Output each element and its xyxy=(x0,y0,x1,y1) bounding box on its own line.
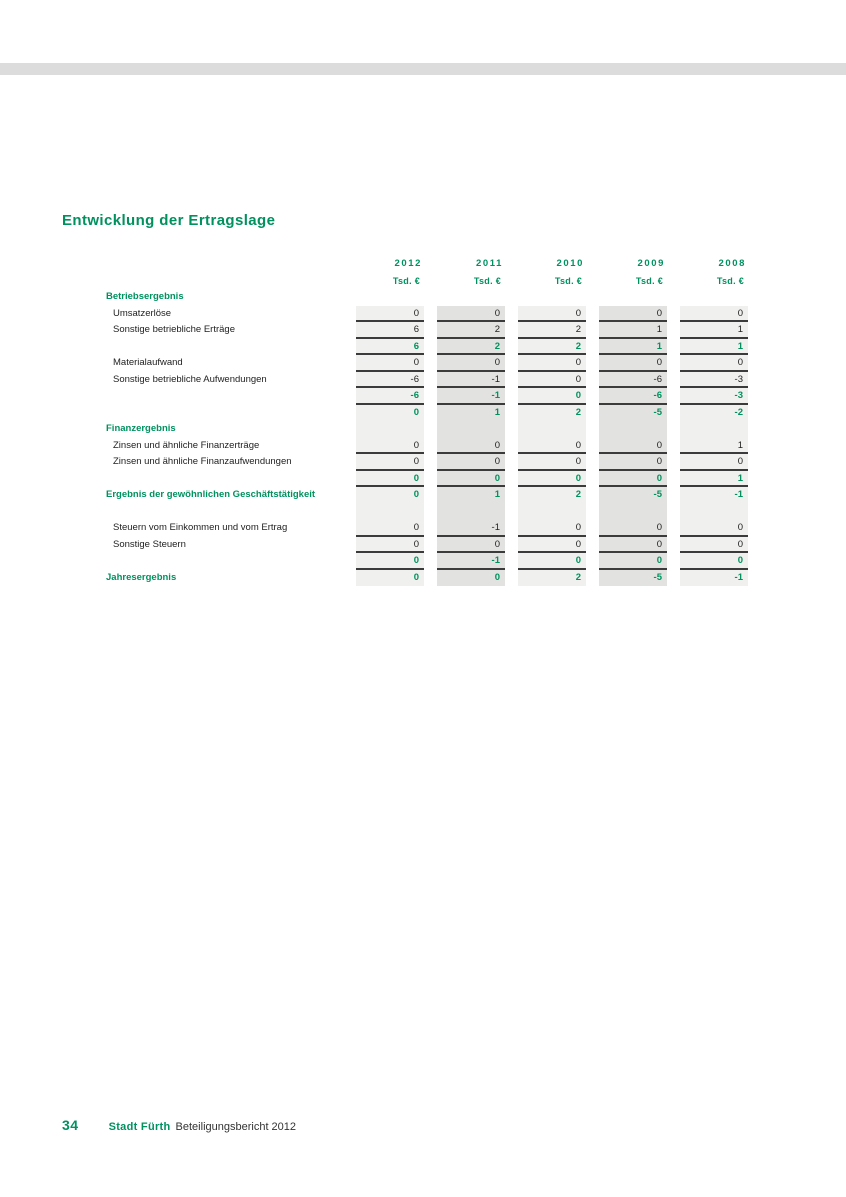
value-cell: 0 xyxy=(680,454,748,471)
value-cell xyxy=(518,504,586,521)
year-header: 2009 xyxy=(637,258,665,269)
value-cell: 1 xyxy=(599,339,667,356)
value-cell: 0 xyxy=(518,537,586,554)
row-label: Zinsen und ähnliche Finanzaufwendungen xyxy=(113,456,292,467)
value-cell: 0 xyxy=(599,306,667,323)
value-cell: 0 xyxy=(680,537,748,554)
value-cell: 0 xyxy=(599,454,667,471)
row-label: Steuern vom Einkommen und vom Ertrag xyxy=(113,522,288,533)
value-cell: -3 xyxy=(680,388,748,405)
year-header: 2012 xyxy=(394,258,422,269)
value-cell xyxy=(356,421,424,438)
value-cell: 2 xyxy=(437,339,505,356)
value-cell xyxy=(680,289,748,306)
value-cell: 6 xyxy=(356,322,424,339)
value-cell: 0 xyxy=(356,553,424,570)
value-cell: 0 xyxy=(518,438,586,455)
value-cell: 0 xyxy=(518,355,586,372)
value-cell: 0 xyxy=(518,471,586,488)
value-cell: 0 xyxy=(680,520,748,537)
year-header: 2010 xyxy=(556,258,584,269)
row-label: Umsatzerlöse xyxy=(113,307,172,319)
value-cell: 0 xyxy=(599,355,667,372)
value-cell: 0 xyxy=(437,454,505,471)
value-cell: 6 xyxy=(356,339,424,356)
value-cell: 0 xyxy=(356,355,424,372)
value-cell: 1 xyxy=(437,487,505,504)
value-cell: 0 xyxy=(680,306,748,323)
page-number: 34 xyxy=(62,1117,79,1133)
value-cell: 0 xyxy=(437,355,505,372)
value-cell xyxy=(437,421,505,438)
value-cell: 1 xyxy=(680,471,748,488)
value-cell: 0 xyxy=(356,487,424,504)
unit-header: Tsd. € xyxy=(473,275,501,286)
value-cell: 0 xyxy=(518,553,586,570)
page-footer xyxy=(62,1117,296,1133)
row-label xyxy=(106,339,343,356)
value-cell: -3 xyxy=(680,372,748,389)
value-cell: 0 xyxy=(437,537,505,554)
unit-header: Tsd. € xyxy=(635,275,663,286)
value-cell: 0 xyxy=(518,388,586,405)
header-spacer xyxy=(106,256,343,273)
value-cell: 0 xyxy=(437,570,505,587)
value-cell: 0 xyxy=(356,438,424,455)
value-cell: -5 xyxy=(599,570,667,587)
row-label: Materialaufwand xyxy=(113,357,183,368)
value-cell: 1 xyxy=(680,438,748,455)
value-cell: -1 xyxy=(680,487,748,504)
top-gray-bar xyxy=(0,63,846,75)
year-header: 2011 xyxy=(475,258,503,269)
row-label: Ergebnis der gewöhnlichen Geschäftstätigkeit xyxy=(106,489,316,500)
unit-header: Tsd. € xyxy=(716,275,744,286)
value-cell: 0 xyxy=(356,306,424,323)
value-cell xyxy=(437,289,505,306)
row-label: Sonstige betriebliche Aufwendungen xyxy=(113,373,267,385)
value-cell: 0 xyxy=(599,553,667,570)
value-cell: -2 xyxy=(680,405,748,422)
value-cell: 0 xyxy=(356,454,424,471)
value-cell xyxy=(437,504,505,521)
value-cell: 0 xyxy=(518,372,586,389)
value-cell xyxy=(599,504,667,521)
value-cell: -1 xyxy=(437,520,505,537)
value-cell: 2 xyxy=(518,322,586,339)
value-cell xyxy=(599,289,667,306)
value-cell: -1 xyxy=(437,388,505,405)
value-cell: 1 xyxy=(680,339,748,356)
value-cell: -6 xyxy=(599,372,667,389)
value-cell: 0 xyxy=(437,438,505,455)
value-cell: 1 xyxy=(680,322,748,339)
value-cell: 0 xyxy=(356,405,424,422)
row-label xyxy=(106,553,343,570)
value-cell: 2 xyxy=(518,570,586,587)
value-cell: 0 xyxy=(599,471,667,488)
value-cell: 2 xyxy=(518,339,586,356)
value-cell xyxy=(518,421,586,438)
row-label: Sonstige betriebliche Erträge xyxy=(113,324,235,335)
footer-brand: Stadt Fürth xyxy=(108,1121,171,1133)
value-cell: 2 xyxy=(518,405,586,422)
row-label xyxy=(106,388,343,405)
ertragslage-table xyxy=(106,256,748,586)
value-cell: 0 xyxy=(518,306,586,323)
row-label: Sonstige Steuern xyxy=(113,538,186,550)
value-cell: 0 xyxy=(680,553,748,570)
value-cell: 0 xyxy=(356,520,424,537)
value-cell: -1 xyxy=(437,372,505,389)
footer-doc-title: Beteiligungsbericht 2012 xyxy=(175,1121,297,1133)
value-cell: 0 xyxy=(356,537,424,554)
value-cell: 1 xyxy=(437,405,505,422)
value-cell: 0 xyxy=(437,471,505,488)
value-cell: 0 xyxy=(518,520,586,537)
value-cell: -6 xyxy=(356,388,424,405)
value-cell: -5 xyxy=(599,405,667,422)
header-spacer xyxy=(106,273,343,290)
value-cell xyxy=(680,421,748,438)
value-cell: -5 xyxy=(599,487,667,504)
row-label xyxy=(106,405,343,422)
row-label: Zinsen und ähnliche Finanzerträge xyxy=(113,439,260,451)
value-cell xyxy=(680,504,748,521)
value-cell xyxy=(518,289,586,306)
row-label xyxy=(106,471,343,488)
value-cell: -1 xyxy=(680,570,748,587)
value-cell: 0 xyxy=(680,355,748,372)
value-cell: 0 xyxy=(356,471,424,488)
unit-header: Tsd. € xyxy=(554,275,582,286)
value-cell: -1 xyxy=(437,553,505,570)
value-cell: -6 xyxy=(599,388,667,405)
row-label: Betriebsergebnis xyxy=(106,291,184,302)
row-label: Jahresergebnis xyxy=(106,571,177,583)
unit-header: Tsd. € xyxy=(392,275,420,286)
value-cell: 2 xyxy=(437,322,505,339)
value-cell: 0 xyxy=(437,306,505,323)
page-title: Entwicklung der Ertragslage xyxy=(62,212,276,230)
row-label xyxy=(106,504,343,521)
value-cell: 1 xyxy=(599,322,667,339)
value-cell: 2 xyxy=(518,487,586,504)
value-cell: 0 xyxy=(599,520,667,537)
value-cell xyxy=(356,504,424,521)
value-cell: -6 xyxy=(356,372,424,389)
value-cell: 0 xyxy=(599,537,667,554)
value-cell: 0 xyxy=(356,570,424,587)
value-cell xyxy=(356,289,424,306)
value-cell: 0 xyxy=(599,438,667,455)
value-cell: 0 xyxy=(518,454,586,471)
year-header: 2008 xyxy=(718,258,746,269)
value-cell xyxy=(599,421,667,438)
row-label: Finanzergebnis xyxy=(106,423,176,434)
